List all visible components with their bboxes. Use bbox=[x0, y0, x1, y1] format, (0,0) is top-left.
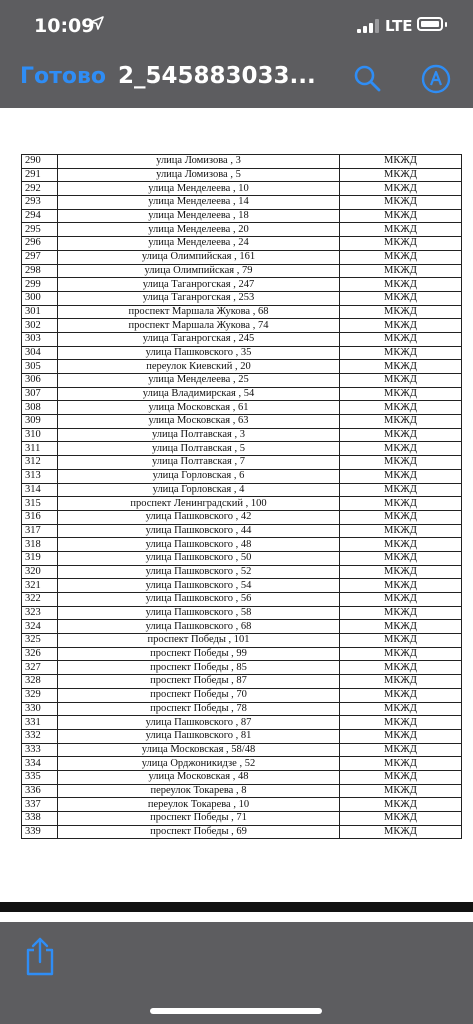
row-number: 300 bbox=[22, 291, 58, 305]
document-page[interactable] bbox=[0, 108, 473, 902]
top-bar bbox=[0, 0, 473, 108]
row-number: 313 bbox=[22, 469, 58, 483]
row-number: 328 bbox=[22, 675, 58, 689]
row-address: улица Пашковского , 42 bbox=[58, 510, 340, 524]
row-address: улица Ломизова , 3 bbox=[58, 155, 340, 169]
signal-bars-icon bbox=[357, 19, 379, 33]
row-address: проспект Победы , 69 bbox=[58, 825, 340, 839]
row-address: проспект Победы , 99 bbox=[58, 647, 340, 661]
table-row bbox=[22, 524, 462, 538]
row-address: улица Пашковского , 87 bbox=[58, 716, 340, 730]
row-number: 299 bbox=[22, 278, 58, 292]
markup-pen-icon[interactable] bbox=[421, 64, 451, 94]
row-organization: МКЖД bbox=[340, 182, 462, 196]
table-row bbox=[22, 237, 462, 251]
row-address: улица Таганрогская , 245 bbox=[58, 332, 340, 346]
row-address: улица Пашковского , 58 bbox=[58, 606, 340, 620]
table-row bbox=[22, 784, 462, 798]
row-address: улица Владимирская , 54 bbox=[58, 387, 340, 401]
table-row bbox=[22, 620, 462, 634]
row-number: 311 bbox=[22, 442, 58, 456]
table-row bbox=[22, 812, 462, 826]
row-organization: МКЖД bbox=[340, 456, 462, 470]
row-number: 326 bbox=[22, 647, 58, 661]
row-organization: МКЖД bbox=[340, 743, 462, 757]
row-organization: МКЖД bbox=[340, 278, 462, 292]
battery-tip bbox=[445, 22, 447, 27]
table-row bbox=[22, 264, 462, 278]
table-row bbox=[22, 428, 462, 442]
row-organization: МКЖД bbox=[340, 319, 462, 333]
row-number: 337 bbox=[22, 798, 58, 812]
table-row bbox=[22, 483, 462, 497]
table-row bbox=[22, 716, 462, 730]
nav-bar bbox=[0, 52, 473, 108]
network-type: LTE bbox=[385, 17, 413, 35]
row-organization: МКЖД bbox=[340, 579, 462, 593]
row-organization: МКЖД bbox=[340, 620, 462, 634]
row-number: 323 bbox=[22, 606, 58, 620]
row-organization: МКЖД bbox=[340, 510, 462, 524]
row-organization: МКЖД bbox=[340, 565, 462, 579]
row-number: 319 bbox=[22, 551, 58, 565]
row-number: 324 bbox=[22, 620, 58, 634]
table-row bbox=[22, 278, 462, 292]
table-row bbox=[22, 305, 462, 319]
row-organization: МКЖД bbox=[340, 538, 462, 552]
row-number: 298 bbox=[22, 264, 58, 278]
row-number: 317 bbox=[22, 524, 58, 538]
row-number: 333 bbox=[22, 743, 58, 757]
row-number: 308 bbox=[22, 401, 58, 415]
table-row bbox=[22, 770, 462, 784]
row-address: улица Пашковского , 81 bbox=[58, 729, 340, 743]
row-address: переулок Киевский , 20 bbox=[58, 360, 340, 374]
row-organization: МКЖД bbox=[340, 374, 462, 388]
row-number: 339 bbox=[22, 825, 58, 839]
table-row bbox=[22, 250, 462, 264]
table-row bbox=[22, 346, 462, 360]
table-row bbox=[22, 155, 462, 169]
row-number: 316 bbox=[22, 510, 58, 524]
row-address: улица Горловская , 4 bbox=[58, 483, 340, 497]
row-number: 315 bbox=[22, 497, 58, 511]
table-row bbox=[22, 565, 462, 579]
row-address: проспект Победы , 101 bbox=[58, 634, 340, 648]
row-address: проспект Победы , 70 bbox=[58, 688, 340, 702]
page-gap bbox=[0, 912, 473, 922]
row-organization: МКЖД bbox=[340, 798, 462, 812]
done-button[interactable]: Готово bbox=[20, 64, 107, 89]
table-row bbox=[22, 688, 462, 702]
table-row bbox=[22, 196, 462, 210]
row-organization: МКЖД bbox=[340, 497, 462, 511]
table-row bbox=[22, 223, 462, 237]
row-organization: МКЖД bbox=[340, 770, 462, 784]
table-row bbox=[22, 647, 462, 661]
row-address: улица Менделеева , 10 bbox=[58, 182, 340, 196]
row-address: улица Ломизова , 5 bbox=[58, 168, 340, 182]
row-address: улица Пашковского , 35 bbox=[58, 346, 340, 360]
row-number: 322 bbox=[22, 593, 58, 607]
row-organization: МКЖД bbox=[340, 291, 462, 305]
row-address: проспект Победы , 87 bbox=[58, 675, 340, 689]
row-number: 314 bbox=[22, 483, 58, 497]
row-organization: МКЖД bbox=[340, 305, 462, 319]
row-number: 320 bbox=[22, 565, 58, 579]
table-row bbox=[22, 634, 462, 648]
row-address: проспект Ленинградский , 100 bbox=[58, 497, 340, 511]
table-row bbox=[22, 319, 462, 333]
row-organization: МКЖД bbox=[340, 702, 462, 716]
row-number: 325 bbox=[22, 634, 58, 648]
row-address: улица Горловская , 6 bbox=[58, 469, 340, 483]
share-icon[interactable] bbox=[24, 936, 56, 976]
row-organization: МКЖД bbox=[340, 757, 462, 771]
row-number: 332 bbox=[22, 729, 58, 743]
row-address: улица Пашковского , 68 bbox=[58, 620, 340, 634]
location-arrow-icon bbox=[90, 16, 104, 30]
row-number: 292 bbox=[22, 182, 58, 196]
row-organization: МКЖД bbox=[340, 168, 462, 182]
row-address: улица Пашковского , 48 bbox=[58, 538, 340, 552]
table-row bbox=[22, 374, 462, 388]
row-address: проспект Маршала Жукова , 68 bbox=[58, 305, 340, 319]
row-number: 304 bbox=[22, 346, 58, 360]
row-address: проспект Маршала Жукова , 74 bbox=[58, 319, 340, 333]
row-organization: МКЖД bbox=[340, 675, 462, 689]
row-organization: МКЖД bbox=[340, 360, 462, 374]
row-organization: МКЖД bbox=[340, 209, 462, 223]
row-organization: МКЖД bbox=[340, 415, 462, 429]
row-address: проспект Победы , 78 bbox=[58, 702, 340, 716]
row-number: 305 bbox=[22, 360, 58, 374]
table-row bbox=[22, 469, 462, 483]
table-row bbox=[22, 401, 462, 415]
row-number: 291 bbox=[22, 168, 58, 182]
table-row bbox=[22, 702, 462, 716]
row-organization: МКЖД bbox=[340, 729, 462, 743]
battery-icon bbox=[417, 17, 443, 31]
row-organization: МКЖД bbox=[340, 155, 462, 169]
row-number: 330 bbox=[22, 702, 58, 716]
row-address: проспект Победы , 71 bbox=[58, 812, 340, 826]
table-row bbox=[22, 551, 462, 565]
row-address: улица Таганрогская , 253 bbox=[58, 291, 340, 305]
row-address: улица Полтавская , 3 bbox=[58, 428, 340, 442]
row-number: 296 bbox=[22, 237, 58, 251]
search-icon[interactable] bbox=[353, 64, 381, 92]
row-organization: МКЖД bbox=[340, 784, 462, 798]
row-number: 293 bbox=[22, 196, 58, 210]
table-row bbox=[22, 757, 462, 771]
table-row bbox=[22, 291, 462, 305]
table-row bbox=[22, 743, 462, 757]
row-address: улица Орджоникидзе , 52 bbox=[58, 757, 340, 771]
row-address: улица Московская , 58/48 bbox=[58, 743, 340, 757]
table-row bbox=[22, 168, 462, 182]
row-address: проспект Победы , 85 bbox=[58, 661, 340, 675]
row-organization: МКЖД bbox=[340, 812, 462, 826]
row-organization: МКЖД bbox=[340, 196, 462, 210]
row-organization: МКЖД bbox=[340, 606, 462, 620]
table-row bbox=[22, 497, 462, 511]
table-row bbox=[22, 606, 462, 620]
row-number: 318 bbox=[22, 538, 58, 552]
row-organization: МКЖД bbox=[340, 346, 462, 360]
row-number: 307 bbox=[22, 387, 58, 401]
row-address: переулок Токарева , 8 bbox=[58, 784, 340, 798]
row-address: улица Пашковского , 44 bbox=[58, 524, 340, 538]
row-number: 321 bbox=[22, 579, 58, 593]
row-number: 297 bbox=[22, 250, 58, 264]
table-row bbox=[22, 579, 462, 593]
row-number: 336 bbox=[22, 784, 58, 798]
row-address: улица Таганрогская , 247 bbox=[58, 278, 340, 292]
row-number: 309 bbox=[22, 415, 58, 429]
status-time: 10:09 bbox=[34, 15, 95, 37]
home-indicator[interactable] bbox=[150, 1008, 322, 1014]
table-row bbox=[22, 825, 462, 839]
row-address: улица Московская , 48 bbox=[58, 770, 340, 784]
bottom-toolbar bbox=[0, 922, 473, 1024]
row-organization: МКЖД bbox=[340, 483, 462, 497]
table-row bbox=[22, 182, 462, 196]
row-organization: МКЖД bbox=[340, 387, 462, 401]
row-organization: МКЖД bbox=[340, 661, 462, 675]
row-number: 301 bbox=[22, 305, 58, 319]
row-organization: МКЖД bbox=[340, 469, 462, 483]
table-row bbox=[22, 360, 462, 374]
table-row bbox=[22, 209, 462, 223]
address-table bbox=[21, 154, 462, 839]
row-address: улица Менделеева , 20 bbox=[58, 223, 340, 237]
table-row bbox=[22, 729, 462, 743]
table-row bbox=[22, 798, 462, 812]
table-row bbox=[22, 510, 462, 524]
row-address: улица Пашковского , 52 bbox=[58, 565, 340, 579]
row-address: улица Менделеева , 24 bbox=[58, 237, 340, 251]
table-row bbox=[22, 661, 462, 675]
row-address: улица Олимпийская , 161 bbox=[58, 250, 340, 264]
table-row bbox=[22, 442, 462, 456]
row-number: 327 bbox=[22, 661, 58, 675]
row-address: улица Полтавская , 7 bbox=[58, 456, 340, 470]
row-organization: МКЖД bbox=[340, 551, 462, 565]
row-address: улица Пашковского , 54 bbox=[58, 579, 340, 593]
row-number: 338 bbox=[22, 812, 58, 826]
row-organization: МКЖД bbox=[340, 264, 462, 278]
row-organization: МКЖД bbox=[340, 332, 462, 346]
row-number: 310 bbox=[22, 428, 58, 442]
row-number: 312 bbox=[22, 456, 58, 470]
row-organization: МКЖД bbox=[340, 593, 462, 607]
row-number: 334 bbox=[22, 757, 58, 771]
row-organization: МКЖД bbox=[340, 442, 462, 456]
table-row bbox=[22, 415, 462, 429]
row-number: 295 bbox=[22, 223, 58, 237]
row-number: 329 bbox=[22, 688, 58, 702]
document-title: 2_545883033... bbox=[118, 63, 316, 89]
row-organization: МКЖД bbox=[340, 524, 462, 538]
table-row bbox=[22, 538, 462, 552]
row-address: улица Пашковского , 56 bbox=[58, 593, 340, 607]
row-organization: МКЖД bbox=[340, 634, 462, 648]
row-number: 335 bbox=[22, 770, 58, 784]
row-number: 294 bbox=[22, 209, 58, 223]
table-row bbox=[22, 675, 462, 689]
status-bar bbox=[0, 0, 473, 52]
row-address: улица Пашковского , 50 bbox=[58, 551, 340, 565]
row-address: улица Полтавская , 5 bbox=[58, 442, 340, 456]
row-address: улица Менделеева , 18 bbox=[58, 209, 340, 223]
row-address: улица Олимпийская , 79 bbox=[58, 264, 340, 278]
row-organization: МКЖД bbox=[340, 647, 462, 661]
row-organization: МКЖД bbox=[340, 825, 462, 839]
row-number: 306 bbox=[22, 374, 58, 388]
row-organization: МКЖД bbox=[340, 237, 462, 251]
table-row bbox=[22, 593, 462, 607]
row-organization: МКЖД bbox=[340, 401, 462, 415]
row-address: улица Московская , 61 bbox=[58, 401, 340, 415]
row-organization: МКЖД bbox=[340, 223, 462, 237]
table-row bbox=[22, 332, 462, 346]
table-row bbox=[22, 456, 462, 470]
row-organization: МКЖД bbox=[340, 716, 462, 730]
row-organization: МКЖД bbox=[340, 428, 462, 442]
row-organization: МКЖД bbox=[340, 250, 462, 264]
row-address: улица Московская , 63 bbox=[58, 415, 340, 429]
row-organization: МКЖД bbox=[340, 688, 462, 702]
table-row bbox=[22, 387, 462, 401]
row-address: улица Менделеева , 14 bbox=[58, 196, 340, 210]
row-number: 303 bbox=[22, 332, 58, 346]
row-address: улица Менделеева , 25 bbox=[58, 374, 340, 388]
row-address: переулок Токарева , 10 bbox=[58, 798, 340, 812]
row-number: 302 bbox=[22, 319, 58, 333]
row-number: 290 bbox=[22, 155, 58, 169]
row-number: 331 bbox=[22, 716, 58, 730]
page-divider bbox=[0, 902, 473, 912]
